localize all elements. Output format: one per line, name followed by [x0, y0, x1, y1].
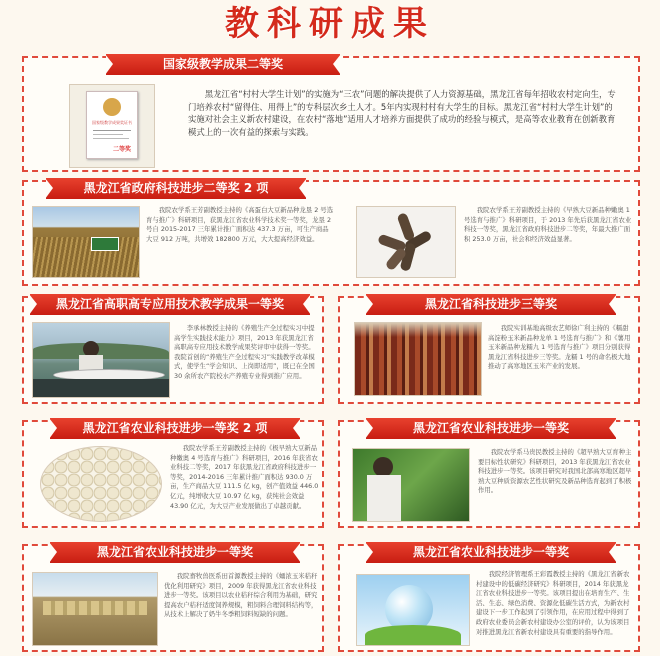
page-title: 教科研成果	[225, 4, 435, 44]
soybean-field-photo	[32, 206, 140, 278]
straw-field-photo	[32, 572, 158, 646]
card-agri-sci-1st-c	[22, 544, 324, 652]
section-body: 我院农学系王芳副教授主持的《极早熟大豆新品种嫩奥 4 号选育与推广》科研项目，2016 年获省农业科技二等奖，2017 年获黑龙江省政府科技进步一等奖，2014-2016 三年累计推广面积达 930.0 万亩，生产商品大豆 111.5 亿 kg，创产值效益 446.0 亿元，纯增收大豆 10.97 亿 kg，获纯社会效益 43.90 亿元，为大豆产业发展做出了卓越贡献。	[170, 444, 319, 510]
card-higher-vocational	[22, 296, 324, 404]
section-heading: 黑龙江省农业科技进步一等奖	[366, 418, 616, 439]
section-body: 黑龙江省“村村大学生计划”的实施为“三农”问题的解决提供了人力资源基础，黑龙江省每年招收农村定向生，专门培养农村“留得住、用得上”的专科层次乡土人才。5年内实现村村有大学生的目标。黑龙江省“村村大学生计划”的实施对社会主义新农村建设，在农村“落地”适用人才培养方面提供了成功的经验与模式，是高等农业教育在创新教育模式上的一次有益的探索与实践。	[188, 89, 616, 137]
section-body: 我院畜牧兽医系田首源教授主持的《蛹浓玉米秸秆优化利用研究》项目，2009 年获得黑龙江省农业科技进步一等奖。该项目以农业秸秆综合利用为基础，研究提高农户秸秆适度饲养规模，粗饲料合理饲料结构等，从技术上解决了奶牛冬季粗饲料短缺的问题。	[164, 572, 318, 619]
soybean-pods-photo	[356, 206, 456, 278]
green-globe-photo	[356, 574, 470, 646]
soybean-seeds-photo	[40, 446, 162, 522]
certificate-heading: 国家级教学成果奖证书	[92, 120, 132, 125]
crop-research-photo	[352, 448, 470, 522]
section-heading: 黑龙江省高职高专应用技术教学成果一等奖	[30, 294, 310, 315]
section-heading: 黑龙江省农业科技进步一等奖	[366, 542, 616, 563]
section-body: 李承林教授主持的《养殖生产全过程实习中提高学生实践技术能力》项目，2013 年获黑龙江省高职高专应用技术教学成果奖评审中获得一等奖。我院首创的“养殖生产全过程实习”实践教学改革模式，使学生“学会知识、上岗即适用”，既已在全国 30 余所农产院校水产养殖专业得到推广应用。	[174, 324, 315, 380]
card-agri-sci-1st-2	[22, 420, 324, 528]
card-agri-sci-1st-d	[338, 544, 640, 652]
section-heading: 国家级教学成果二等奖	[106, 54, 340, 75]
section-body: 我院经济管理系王彩霞教授主持的《黑龙江省新农村建设中的低碳经济研究》科研项目，2014 年获黑龙江省农业科技进步一等奖。该项目提出在培育生产、生活、生态、绿色消费、资源化低碳生活方式，为新农村建设下一步工作起到了引领作用，在应用过程中得到了政府农业委员会新农村建设办公室的评价，认为该项目对推进黑龙江省新农村建设具有重要的指导作用。	[476, 570, 630, 636]
corn-ears-photo	[354, 322, 482, 396]
fishing-photo	[32, 322, 170, 398]
section-body-left: 我院农学系王芳副教授主持的《高蛋白大豆新品种龙垦 2 号选育与推广》科研项目，获黑龙江省农业科学技术奖一等奖，龙垦 2 号自 2015-2017 三年累计推广面积达 437.3 万亩，可生产商品大豆 912 万吨，共增效 182800 万元，大大提高经济效益。	[146, 206, 334, 243]
card-sci-progress-3rd	[338, 296, 640, 404]
section-heading: 黑龙江省政府科技进步二等奖 2 项	[46, 178, 306, 199]
section-heading: 黑龙江省科技进步三等奖	[366, 294, 616, 315]
section-heading: 黑龙江省农业科技进步一等奖 2 项	[50, 418, 300, 439]
card-provincial-gov-sci	[22, 180, 640, 286]
section-body: 我院农学系马贵民教授主持的《超早熟大豆育种主要目标性状研究》科研项目，2013 年获黑龙江省农业科技进步一等奖。该项目研究对我国北部高寒地区超早熟大豆种质资源农艺性状研究及新品种选育起到了积极作用。	[478, 448, 632, 495]
section-body: 我院实训基地高级农艺师徐广利主持的《糯甜高淀粉玉米新品种龙单 1 号选育与推广》和《薯用玉米新品种龙糯九 1 号选育与推广》项目分别获得黑龙江省科技进步三等奖。龙糯 1 号的命名极大地推动了高寒地区玉米产业的发展。	[488, 324, 631, 371]
certificate-image	[69, 84, 155, 168]
card-agri-sci-1st-b	[338, 420, 640, 528]
card-national-teaching	[22, 56, 640, 172]
section-heading: 黑龙江省农业科技进步一等奖	[50, 542, 300, 563]
certificate-stamp: 二等奖	[113, 146, 132, 153]
section-body-right: 我院农学系王芳副教授主持的《早熟大豆新品种嫩奥 1 号选育与推广》科研项目，于 2013 年先后获黑龙江省农业科技一等奖，黑龙江省政府科技进步二等奖，年最大推广面积 253.0 万亩，社会和经济效益显著。	[464, 206, 632, 243]
